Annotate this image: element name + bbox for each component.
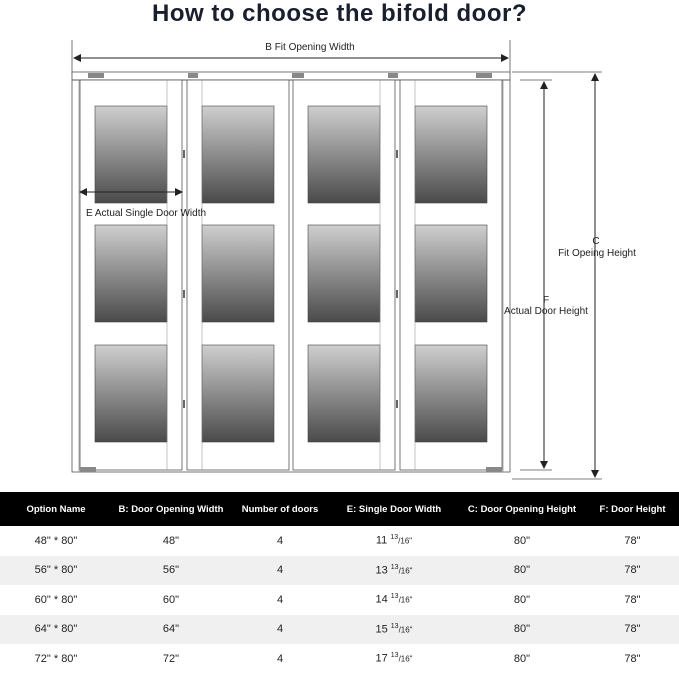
spec-table xyxy=(0,492,679,674)
header-door-height: F: Door Height xyxy=(586,492,679,526)
table-row xyxy=(0,526,679,556)
table-row xyxy=(0,556,679,586)
bifold-door-diagram xyxy=(0,30,679,485)
cell-doors: 4 xyxy=(276,534,284,547)
cell-single-width: 17 $^{13}$/16" xyxy=(375,652,413,666)
c-label-text: Fit Opeing Height xyxy=(558,248,636,259)
b-label: B Fit Opening Width xyxy=(265,42,355,53)
table-row xyxy=(0,644,679,674)
f-dimension xyxy=(520,80,552,470)
header-door-opening-height: C: Door Opening Height xyxy=(458,492,586,526)
cell-doors: 4 xyxy=(276,593,284,606)
cell-option: 56" * 80" xyxy=(0,556,112,586)
f-label-text: Actual Door Height xyxy=(504,306,588,317)
f-label-letter: F xyxy=(542,295,550,306)
page-title: How to choose the bifold door? xyxy=(152,0,527,27)
cell-height: 80" xyxy=(458,556,586,586)
cell-option: 48" * 80" xyxy=(34,534,78,547)
cell-door-height: 78" xyxy=(586,615,679,645)
table-row xyxy=(0,585,679,615)
c-label-letter: C xyxy=(592,236,600,247)
header-single-door-width: E: Single Door Width xyxy=(330,492,458,526)
cell-doors: 4 xyxy=(230,556,330,586)
top-track xyxy=(72,72,510,80)
header-number-of-doors: Number of doors xyxy=(230,492,330,526)
cell-height: 80" xyxy=(513,534,531,547)
cell-width: 64" xyxy=(112,615,230,645)
header-option-name: Option Name xyxy=(0,492,112,526)
cell-door-height: 78" xyxy=(624,593,641,606)
table-row xyxy=(0,615,679,645)
cell-doors: 4 xyxy=(230,615,330,645)
cell-single-width: 11 $^{13}$/16" xyxy=(375,534,413,548)
cell-option: 72" * 80" xyxy=(34,652,78,665)
door-panels xyxy=(80,80,502,470)
header-door-opening-width: B: Door Opening Width xyxy=(112,492,230,526)
c-dimension xyxy=(512,72,602,479)
cell-width: 48" xyxy=(162,534,180,547)
cell-doors: 4 xyxy=(276,652,284,665)
e-label: E Actual Single Door Width xyxy=(85,208,207,219)
cell-door-height: 78" xyxy=(624,534,641,547)
cell-width: 56" xyxy=(112,556,230,586)
cell-single-width: 15 $^{13}$/16" xyxy=(330,615,458,645)
cell-height: 80" xyxy=(513,593,531,606)
cell-door-height: 78" xyxy=(624,652,641,665)
table-header-row xyxy=(0,492,679,526)
cell-width: 72" xyxy=(162,652,180,665)
cell-door-height: 78" xyxy=(586,556,679,586)
cell-option: 60" * 80" xyxy=(34,593,78,606)
cell-height: 80" xyxy=(513,652,531,665)
cell-option: 64" * 80" xyxy=(0,615,112,645)
cell-single-width: 14 $^{13}$/16" xyxy=(375,593,413,607)
cell-width: 60" xyxy=(162,593,180,606)
cell-single-width: 13 $^{13}$/16" xyxy=(330,556,458,586)
cell-height: 80" xyxy=(458,615,586,645)
